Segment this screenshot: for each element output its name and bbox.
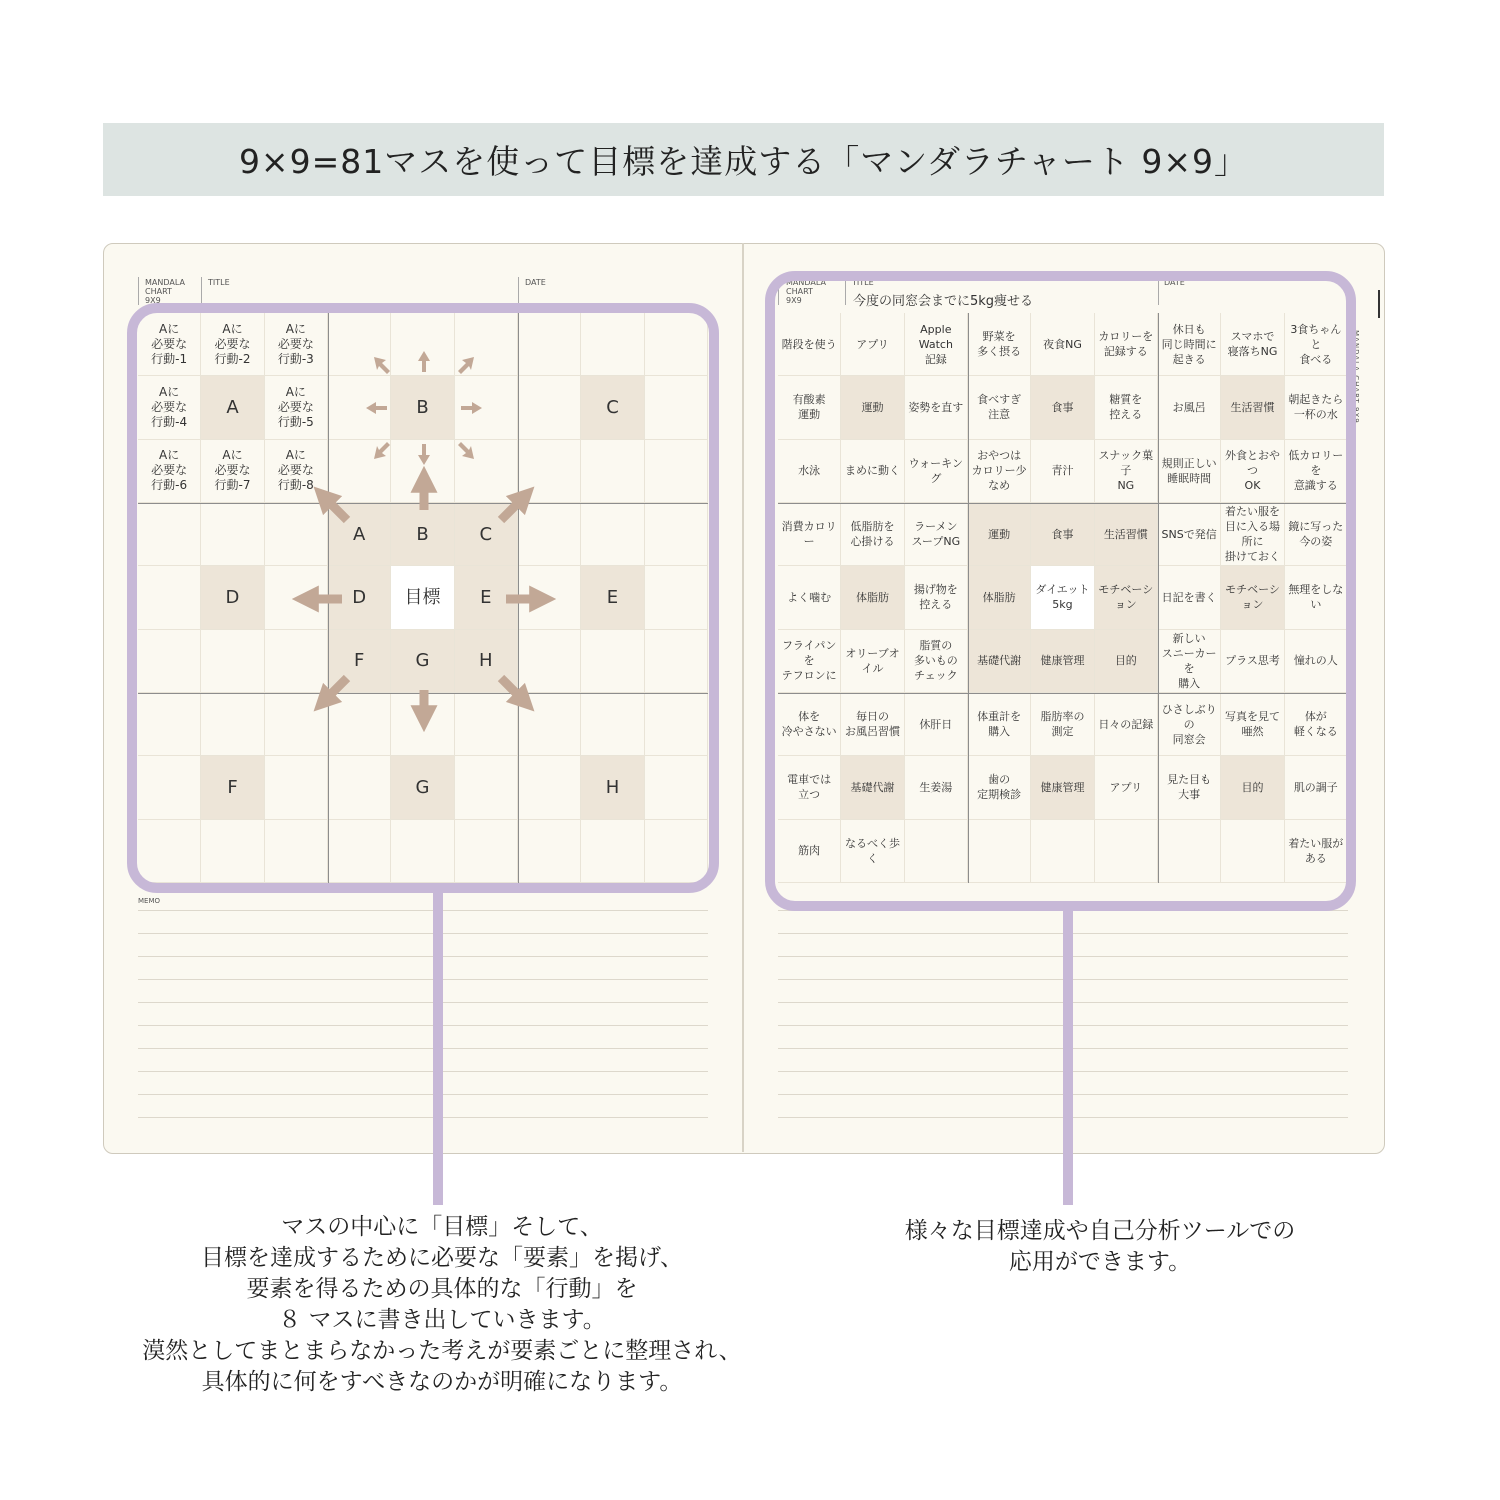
memo-line xyxy=(138,1094,708,1095)
left_page-grid-cell: Aに 必要な 行動-1 xyxy=(138,313,201,376)
right_page-grid-cell: よく噛む xyxy=(778,566,841,629)
caption-line: ８ マスに書き出していきます。 xyxy=(278,1307,606,1333)
right_page-grid-cell: 揚げ物を 控える xyxy=(905,566,968,629)
right_page-grid-cell: 体重計を 購入 xyxy=(968,693,1031,756)
right_page-grid-cell: 休日も 同じ時間に 起きる xyxy=(1158,313,1221,376)
banner-title: 9×9=81マスを使って目標を達成する「マンダラチャート 9×9」 xyxy=(238,142,1249,181)
right_page-grid-cell: アプリ xyxy=(1095,756,1158,819)
right_page-grid-cell: 体を 冷やさない xyxy=(778,693,841,756)
right_page-grid-cell: なるべく歩く xyxy=(841,820,904,883)
right_page-grid-cell: 食事 xyxy=(1031,503,1094,566)
right_page-grid-cell: 野菜を 多く摂る xyxy=(968,313,1031,376)
right_page-grid-cell: おやつは カロリー少なめ xyxy=(968,440,1031,503)
caption-line: 様々な目標達成や自己分析ツールでの xyxy=(904,1218,1296,1244)
right_page-grid-cell: 体脂肪 xyxy=(968,566,1031,629)
right_page-grid-cell: 生姜湯 xyxy=(905,756,968,819)
right_page-grid-cell: 食事 xyxy=(1031,376,1094,439)
right_page-grid-cell: フライパンを テフロンに xyxy=(778,630,841,693)
right_page-grid-cell: ダイエット 5kg xyxy=(1031,566,1094,629)
right_page-grid-cell: スナック菓子 NG xyxy=(1095,440,1158,503)
memo-line xyxy=(138,1048,708,1049)
right_page-grid-cell: 目的 xyxy=(1221,756,1284,819)
left_page-grid-cell: Aに 必要な 行動-6 xyxy=(138,440,201,503)
right-caption xyxy=(830,1216,1370,1278)
right_page-grid-cell: モチベーション xyxy=(1221,566,1284,629)
right-title-label: TITLE xyxy=(852,278,874,287)
right_page-grid-cell: 食べすぎ 注意 xyxy=(968,376,1031,439)
right-connector-line xyxy=(1063,908,1073,1205)
right_page-grid-cell: 朝起きたら 一杯の水 xyxy=(1285,376,1348,439)
right_page-grid-cell: 水泳 xyxy=(778,440,841,503)
right_page-grid-cell: お風呂 xyxy=(1158,376,1221,439)
left_page-grid-cell: E xyxy=(455,566,518,629)
right_page-grid-cell: 健康管理 xyxy=(1031,630,1094,693)
memo-line xyxy=(138,1071,708,1072)
memo-line xyxy=(138,1025,708,1026)
right_page-grid-cell: ラーメン スープNG xyxy=(905,503,968,566)
left_page-grid-cell: Aに 必要な 行動-5 xyxy=(265,376,328,439)
right_page-grid-cell: 着たい服が ある xyxy=(1285,820,1348,883)
right_page-grid-cell: 基礎代謝 xyxy=(841,756,904,819)
caption-line: 漠然としてまとまらなかった考えが要素ごとに整理され、 xyxy=(142,1338,742,1364)
right_page-grid-cell: プラス思考 xyxy=(1221,630,1284,693)
left-chart-label: MANDALA CHART 9X9 xyxy=(145,278,185,305)
left_page-grid-cell: F xyxy=(328,630,391,693)
left-connector-line xyxy=(433,890,443,1205)
left_page-grid-cell: D xyxy=(201,566,264,629)
left-title-label: TITLE xyxy=(208,278,230,287)
left_page-grid-cell: Aに 必要な 行動-7 xyxy=(201,440,264,503)
left_page-grid-cell: A xyxy=(201,376,264,439)
right_page-grid-cell: 基礎代謝 xyxy=(968,630,1031,693)
left_page-grid-cell: A xyxy=(328,503,391,566)
memo-line xyxy=(138,933,708,934)
right_page-grid-cell: 無理をしない xyxy=(1285,566,1348,629)
left-date-label: DATE xyxy=(525,278,546,287)
right_page-grid-cell: 肌の調子 xyxy=(1285,756,1348,819)
right_page-grid-cell: 消費カロリー xyxy=(778,503,841,566)
left_page-grid-cell: Aに 必要な 行動-8 xyxy=(265,440,328,503)
right_page-grid-cell: 日記を書く xyxy=(1158,566,1221,629)
memo-line xyxy=(138,910,708,911)
caption-line: マスの中心に「目標」そして、 xyxy=(281,1214,603,1240)
right_page-grid-cell: 低カロリーを 意識する xyxy=(1285,440,1348,503)
right_page-grid-cell: 3食ちゃんと 食べる xyxy=(1285,313,1348,376)
right_page-grid-cell: 規則正しい 睡眠時間 xyxy=(1158,440,1221,503)
right_page-grid-cell: 電車では 立つ xyxy=(778,756,841,819)
memo-line xyxy=(138,979,708,980)
right_page-grid-cell: まめに動く xyxy=(841,440,904,503)
right_page-grid-cell: 新しい スニーカーを 購入 xyxy=(1158,630,1221,693)
right_page-grid-cell: SNSで発信 xyxy=(1158,503,1221,566)
right_page-grid-cell: 夜食NG xyxy=(1031,313,1094,376)
caption-line: 応用ができます。 xyxy=(1008,1249,1192,1275)
memo-label: MEMO xyxy=(138,897,161,905)
left_page-grid-cell: B xyxy=(391,376,454,439)
right_page-grid-cell: 目的 xyxy=(1095,630,1158,693)
right_page-grid-cell: 脂質の 多いもの チェック xyxy=(905,630,968,693)
right_page-grid-cell: 毎日の お風呂習慣 xyxy=(841,693,904,756)
left-caption xyxy=(112,1212,772,1398)
left_page-grid-cell: Aに 必要な 行動-4 xyxy=(138,376,201,439)
right_page-grid-cell: 階段を使う xyxy=(778,313,841,376)
right_page-grid-cell: 有酸素 運動 xyxy=(778,376,841,439)
left_page-grid-cell: H xyxy=(455,630,518,693)
left_page-grid-cell: H xyxy=(581,756,644,819)
left_page-grid-cell: C xyxy=(581,376,644,439)
memo-line xyxy=(138,956,708,957)
right_page-grid-cell: Apple Watch 記録 xyxy=(905,313,968,376)
right-title-value: 今度の同窓会までに5kg痩せる xyxy=(853,294,1034,309)
right_page-grid-cell: 運動 xyxy=(841,376,904,439)
right_page-grid-cell: 日々の記録 xyxy=(1095,693,1158,756)
left_page-grid-cell: Aに 必要な 行動-2 xyxy=(201,313,264,376)
right-highlight-frame xyxy=(765,271,1356,911)
right-chart-label: MANDALA CHART 9X9 xyxy=(786,278,826,305)
right_page-grid-cell: 鏡に写った 今の姿 xyxy=(1285,503,1348,566)
right_page-grid-cell: 生活習慣 xyxy=(1095,503,1158,566)
right_page-grid-cell: 運動 xyxy=(968,503,1031,566)
left_page-grid-cell: F xyxy=(201,756,264,819)
caption-line: 目標を達成するために必要な「要素」を掲げ、 xyxy=(200,1245,684,1271)
right_page-grid-cell: スマホで 寝落ちNG xyxy=(1221,313,1284,376)
left-highlight-frame xyxy=(127,303,719,893)
left_page-grid-cell: G xyxy=(391,630,454,693)
right_page-grid-cell: モチベーション xyxy=(1095,566,1158,629)
caption-line: 要素を得るための具体的な「行動」を xyxy=(246,1276,638,1302)
right_page-grid-cell: オリーブオイル xyxy=(841,630,904,693)
right_page-grid-cell: 外食とおやつ OK xyxy=(1221,440,1284,503)
left_page-grid-cell: 目標 xyxy=(391,566,454,629)
caption-line: 具体的に何をすべきなのかが明確になります。 xyxy=(201,1369,683,1395)
right_page-grid-cell: 着たい服を 目に入る場所に 掛けておく xyxy=(1221,503,1284,566)
left_page-grid-cell: Aに 必要な 行動-3 xyxy=(265,313,328,376)
left_page-grid-cell: C xyxy=(455,503,518,566)
right-side-label: MANDALA CHART 9X9 xyxy=(1352,330,1360,424)
right-date-label: DATE xyxy=(1164,278,1185,287)
right_page-grid-cell: 健康管理 xyxy=(1031,756,1094,819)
left_page-grid-cell: D xyxy=(328,566,391,629)
memo-line xyxy=(138,1002,708,1003)
right_page-grid-cell: 休肝日 xyxy=(905,693,968,756)
right_page-grid-cell: 筋肉 xyxy=(778,820,841,883)
right_page-grid-cell: ひさしぶりの 同窓会 xyxy=(1158,693,1221,756)
right_page-grid-cell: 体が 軽くなる xyxy=(1285,693,1348,756)
left_page-grid-cell: B xyxy=(391,503,454,566)
right_page-grid-cell: 体脂肪 xyxy=(841,566,904,629)
right_page-grid-cell: 糖質を 控える xyxy=(1095,376,1158,439)
left_page-grid-cell: G xyxy=(391,756,454,819)
right_page-grid-cell: 歯の 定期検診 xyxy=(968,756,1031,819)
right_page-grid-cell: 姿勢を直す xyxy=(905,376,968,439)
page-tab-marker xyxy=(1378,290,1380,318)
right_page-grid-cell: 憧れの人 xyxy=(1285,630,1348,693)
memo-line xyxy=(138,1117,708,1118)
right_page-grid-cell: ウォーキング xyxy=(905,440,968,503)
right_page-grid-cell: 低脂肪を 心掛ける xyxy=(841,503,904,566)
right_page-grid-cell: カロリーを 記録する xyxy=(1095,313,1158,376)
right_page-grid-cell: アプリ xyxy=(841,313,904,376)
right_page-grid-cell: 見た目も 大事 xyxy=(1158,756,1221,819)
right_page-grid-cell: 青汁 xyxy=(1031,440,1094,503)
right_page-grid-cell: 脂肪率の 測定 xyxy=(1031,693,1094,756)
left_page-grid-cell: E xyxy=(581,566,644,629)
right_page-grid-cell: 生活習慣 xyxy=(1221,376,1284,439)
right_page-grid-cell: 写真を見て 唖然 xyxy=(1221,693,1284,756)
